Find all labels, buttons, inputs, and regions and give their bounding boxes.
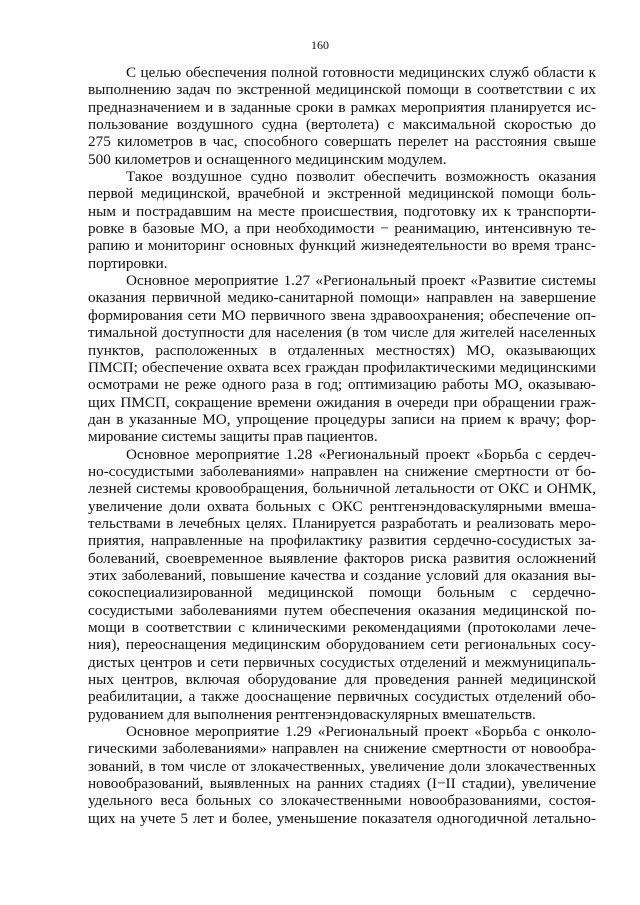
paragraph	[88, 168, 596, 272]
text-line: тимальной доступности для населения (в том числе для жителей населенных	[88, 324, 596, 342]
text-line: ПМСП; обеспечение охвата всех граждан профилактическими медицинскими	[88, 358, 596, 376]
text-line: тельствами в лечебных целях. Планируется разработать и реализовать меро-	[88, 514, 596, 532]
body-text	[88, 64, 596, 827]
text-line: дистых центров и сети первичных сосудистых отделений и межмуниципаль-	[88, 653, 596, 671]
text-line: гическими заболеваниями» направлен на снижение смертности от новообра-	[88, 740, 596, 758]
text-line: пользование воздушного судна (вертолета) с максимальной скоростью до	[88, 116, 596, 134]
text-line: рапию и мониторинг основных функций жизнедеятельности во время транс-	[88, 237, 596, 255]
text-line: удельного веса больных со злокачественными новообразованиями, состоя-	[88, 792, 596, 810]
text-line: Основное мероприятие 1.29 «Региональный проект «Борьба с онколо-	[126, 723, 596, 741]
paragraph	[88, 446, 596, 724]
text-line: сосудистыми заболеваниями путем обеспечения оказания медицинской по-	[88, 601, 596, 619]
text-line: реабилитации, а также дооснащение первичных сосудистых отделений обо-	[88, 688, 596, 706]
text-line: щих на учете 5 лет и более, уменьшение показателя одногодичной летально-	[88, 809, 596, 827]
text-line: пунктов, расположенных в отдаленных местностях) МО, оказывающих	[88, 341, 596, 359]
text-line: осмотрами не реже одного раза в год; оптимизацию работы МО, оказываю-	[88, 376, 596, 394]
text-line: предназначением и в заданные сроки в рамках мероприятия планируется ис-	[88, 98, 596, 116]
text-line: ровке в базовые МО, а при необходимости − реанимацию, интенсивную те-	[88, 220, 596, 238]
paragraph	[88, 272, 596, 445]
text-line: приятия, направленные на профилактику развития сердечно-сосудистых за-	[88, 532, 596, 550]
page-number: 160	[311, 38, 329, 52]
text-line: Основное мероприятие 1.28 «Региональный проект «Борьба с сердеч-	[126, 445, 596, 463]
text-line: мощи в соответствии с клиническими рекомендациями (протоколами лече-	[88, 619, 596, 636]
text-line: оказания первичной медико-санитарной помощи» направлен на завершение	[88, 289, 596, 307]
text-line: увеличение доли охвата больных с ОКС рентгенэндоваскулярными вмеша-	[88, 497, 596, 515]
paragraph	[88, 723, 596, 827]
text-line: мирование системы защиты прав пациентов.	[88, 428, 378, 446]
text-line: рудованием для выполнения рентгенэндоваскулярных вмешательств.	[88, 705, 536, 723]
text-line: 500 километров и оснащенного медицинским модулем.	[88, 150, 447, 168]
text-line: но-сосудистыми заболеваниями» направлен на снижение смертности от бо-	[88, 462, 596, 480]
text-line: 275 километров в час, способного совершать перелет на расстояния свыше	[88, 133, 596, 151]
text-line: Основное мероприятие 1.27 «Региональный проект «Развитие системы	[126, 272, 596, 290]
text-line: формирования сети МО первичного звена здравоохранения; обеспечение оп-	[88, 306, 596, 324]
text-line: портировки.	[88, 254, 168, 272]
text-line: Такое воздушное судно позволит обеспечить возможность оказания	[126, 168, 596, 186]
paragraph	[88, 64, 596, 168]
text-line: щих ПМСП, сокращение времени ожидания в очереди при обращении граж-	[88, 393, 596, 411]
text-line: ния), переоснащения медицинским оборудованием сети региональных сосу-	[88, 636, 596, 654]
text-line: С целью обеспечения полной готовности медицинских служб области к	[126, 64, 596, 81]
text-line: болеваний, своевременное выявление факторов риска развития осложнений	[88, 549, 596, 567]
text-line: ных центров, включая оборудование для проведения ранней медицинской	[88, 671, 596, 689]
text-line: первой медицинской, врачебной и экстренной медицинской помощи боль-	[88, 185, 596, 203]
text-line: ным и пострадавшим на месте происшествия, подготовку их к транспорти-	[88, 202, 596, 220]
text-line: зований, в том числе от злокачественных, увеличение доли злокачественных	[88, 757, 596, 775]
text-line: сокоспециализированной медицинской помощи больным с сердечно-	[88, 584, 596, 602]
text-line: этих заболеваний, повышение качества и создание условий для оказания вы-	[88, 566, 596, 584]
text-line: новообразований, выявленных на ранних стадиях (I−II стадии), увеличение	[88, 775, 596, 793]
text-line: лезней системы кровообращения, больничной летальности от ОКС и ОНМК,	[88, 480, 596, 498]
text-line: выполнению задач по экстренной медицинской помощи в соответствии с их	[88, 81, 596, 99]
text-line: дан в указанные МО, упрощение процедуры записи на прием к врачу; фор-	[88, 410, 596, 428]
